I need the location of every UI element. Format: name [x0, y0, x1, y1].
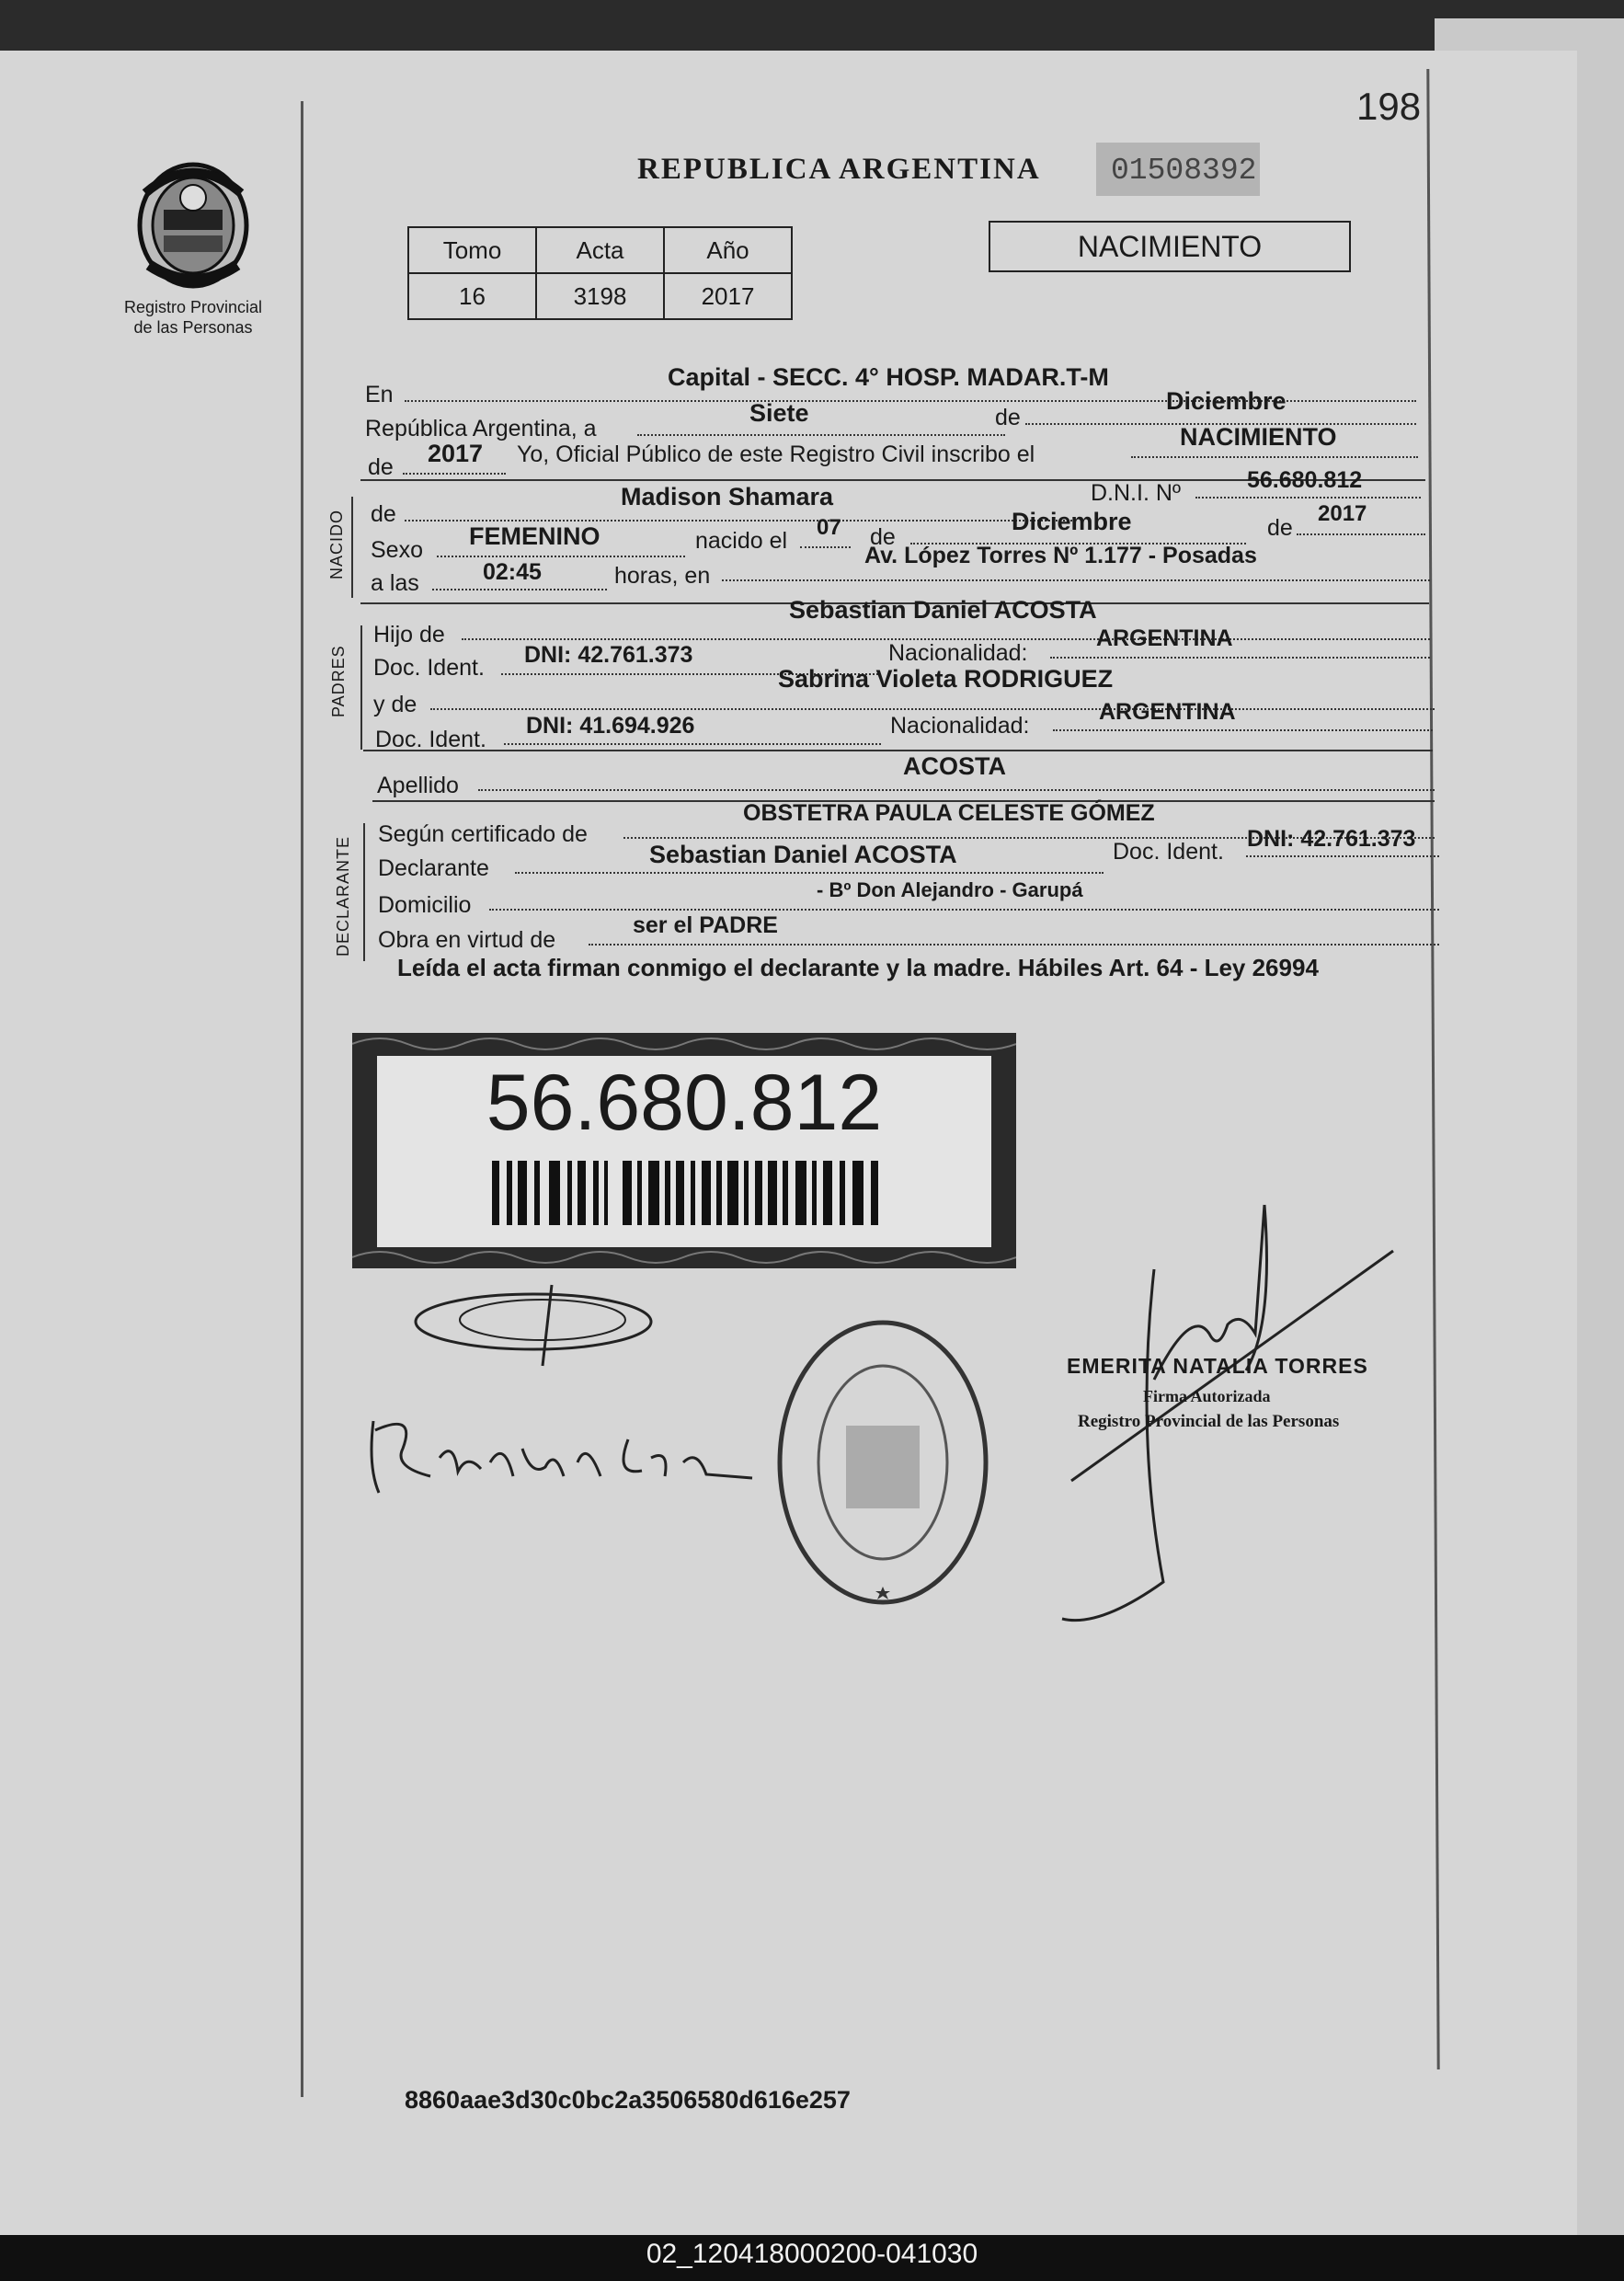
official-role: Firma Autorizada — [1143, 1387, 1271, 1405]
de-anio-label: de — [368, 454, 394, 480]
acta-value: 3198 — [536, 273, 664, 319]
obra-label: Obra en virtud de — [378, 927, 556, 953]
barcode — [492, 1161, 882, 1225]
sexo-label: Sexo — [371, 537, 423, 563]
nac-de2-label: de — [1267, 515, 1293, 541]
madre-doc-dots — [504, 743, 881, 745]
nombre-dots — [405, 520, 1076, 522]
lugar-dots — [722, 579, 1430, 581]
nac-mes-value: Diciembre — [1012, 508, 1132, 535]
madre-nac-value: ARGENTINA — [1099, 699, 1236, 725]
anio-header: Año — [664, 227, 792, 273]
dia-dots — [637, 434, 1005, 436]
obra-value: ser el PADRE — [633, 912, 778, 938]
declarante-value: Sebastian Daniel ACOSTA — [649, 841, 957, 868]
madre-doc-label: Doc. Ident. — [375, 727, 486, 752]
official-stamp — [772, 1315, 993, 1619]
tomo-header: Tomo — [408, 227, 536, 273]
anio-dots — [403, 473, 506, 475]
apellido-value: ACOSTA — [903, 752, 1006, 780]
lugar-value: Av. López Torres Nº 1.177 - Posadas — [864, 543, 1257, 568]
declarante-bracket — [363, 823, 365, 961]
de-nombre-label: de — [371, 501, 396, 527]
segun-label: Según certificado de — [378, 821, 588, 847]
sexo-value: FEMENINO — [469, 522, 600, 550]
logo-caption-line-2: de las Personas — [133, 318, 253, 337]
madre-dots — [430, 708, 1435, 710]
left-margin-line — [301, 101, 303, 2097]
sexo-dots — [437, 556, 685, 557]
dni-label: D.N.I. Nº — [1091, 480, 1182, 506]
horas-en-label: horas, en — [614, 563, 711, 589]
nac-anio-value: 2017 — [1318, 501, 1367, 526]
anio-value: 2017 — [428, 440, 484, 467]
hora-value: 02:45 — [483, 559, 542, 585]
scan-id: 02_120418000200-041030 — [646, 2239, 978, 2269]
nac-de1-label: de — [870, 524, 896, 550]
declarante-doc-value: DNI: 42.761.373 — [1247, 826, 1416, 852]
logo-caption — [97, 297, 290, 338]
oficial-text: Yo, Oficial Público de este Registro Civil inscribo el — [517, 441, 1035, 467]
nacido-bracket — [351, 497, 353, 598]
document-hash: 8860aae3d30c0bc2a3506580d616e257 — [405, 2086, 851, 2114]
padre-nac-value: ARGENTINA — [1096, 625, 1233, 651]
madre-nac-label: Nacionalidad: — [890, 713, 1030, 739]
declarante-label: Declarante — [378, 855, 489, 881]
background-top — [0, 0, 1624, 55]
padre-value: Sebastian Daniel ACOSTA — [789, 596, 1097, 624]
hora-dots — [432, 589, 607, 590]
certificado-value: OBSTETRA PAULA CELESTE GÓMEZ — [743, 800, 1155, 826]
padre-nac-label: Nacionalidad: — [888, 640, 1028, 666]
nacido-side-label: NACIDO — [327, 509, 346, 579]
padre-nac-dots — [1050, 657, 1430, 659]
section-divider-3 — [363, 750, 1433, 751]
padre-doc-value: DNI: 42.761.373 — [524, 642, 693, 668]
padres-side-label: PADRES — [329, 645, 348, 717]
declarante-dots — [515, 872, 1104, 874]
a-las-label: a las — [371, 570, 419, 596]
padre-doc-label: Doc. Ident. — [373, 655, 485, 681]
serial-number: 01508392 — [1111, 154, 1257, 188]
nac-anio-dots — [1297, 533, 1425, 535]
padres-bracket — [360, 625, 362, 750]
anio-value: 2017 — [664, 273, 792, 319]
madre-nac-dots — [1053, 729, 1433, 731]
hijo-label: Hijo de — [373, 622, 445, 648]
dia-value: Siete — [749, 399, 809, 427]
inscripcion-value: NACIMIENTO — [1180, 423, 1337, 451]
sticker-dni-number: 56.680.812 — [486, 1059, 883, 1147]
madre-signature-image — [366, 1412, 761, 1504]
mes-value: Diciembre — [1166, 387, 1287, 415]
inscripcion-dots — [1131, 456, 1418, 458]
obra-dots — [589, 944, 1439, 946]
republica-label: República Argentina, a — [365, 416, 597, 441]
nombre-value: Madison Shamara — [621, 483, 834, 510]
legal-text: Leída el acta firman conmigo el declarante y la madre. Hábiles Art. 64 - Ley 26994 — [397, 954, 1319, 981]
logo-caption-line-1: Registro Provincial — [123, 298, 263, 316]
declarante-doc-label: Doc. Ident. — [1113, 839, 1224, 865]
y-de-label: y de — [373, 692, 417, 717]
dni-value: 56.680.812 — [1247, 467, 1363, 493]
de-mes-label: de — [995, 405, 1021, 430]
official-office: Registro Provincial de las Personas — [1078, 1412, 1340, 1431]
domicilio-label: Domicilio — [378, 892, 472, 918]
en-label: En — [365, 382, 394, 407]
nacido-label: nacido el — [695, 528, 788, 554]
registry-table — [407, 226, 793, 320]
domicilio-dots — [489, 909, 1439, 911]
madre-value: Sabrina Violeta RODRIGUEZ — [778, 665, 1114, 693]
official-name: EMERITA NATALIA TORRES — [1067, 1354, 1368, 1378]
declarante-doc-dots — [1246, 855, 1439, 857]
province-seal-logo — [129, 156, 257, 294]
acta-header: Acta — [536, 227, 664, 273]
apellido-label: Apellido — [377, 773, 459, 798]
declarante-side-label: DECLARANTE — [334, 835, 352, 957]
nac-dia-value: 07 — [817, 515, 841, 540]
signature-scribble-left — [405, 1274, 662, 1375]
dni-dots — [1195, 497, 1421, 499]
page-number: 198 — [1356, 85, 1422, 128]
document-title: REPUBLICA ARGENTINA — [637, 153, 1041, 186]
en-value: Capital - SECC. 4° HOSP. MADAR.T-M — [668, 363, 1109, 391]
madre-doc-value: DNI: 41.694.926 — [526, 713, 695, 739]
document-type-box: NACIMIENTO — [989, 221, 1351, 272]
domicilio-value: - Bº Don Alejandro - Garupá — [817, 878, 1083, 901]
apellido-dots — [478, 789, 1435, 791]
nac-dia-dots — [800, 546, 851, 548]
tomo-value: 16 — [408, 273, 536, 319]
